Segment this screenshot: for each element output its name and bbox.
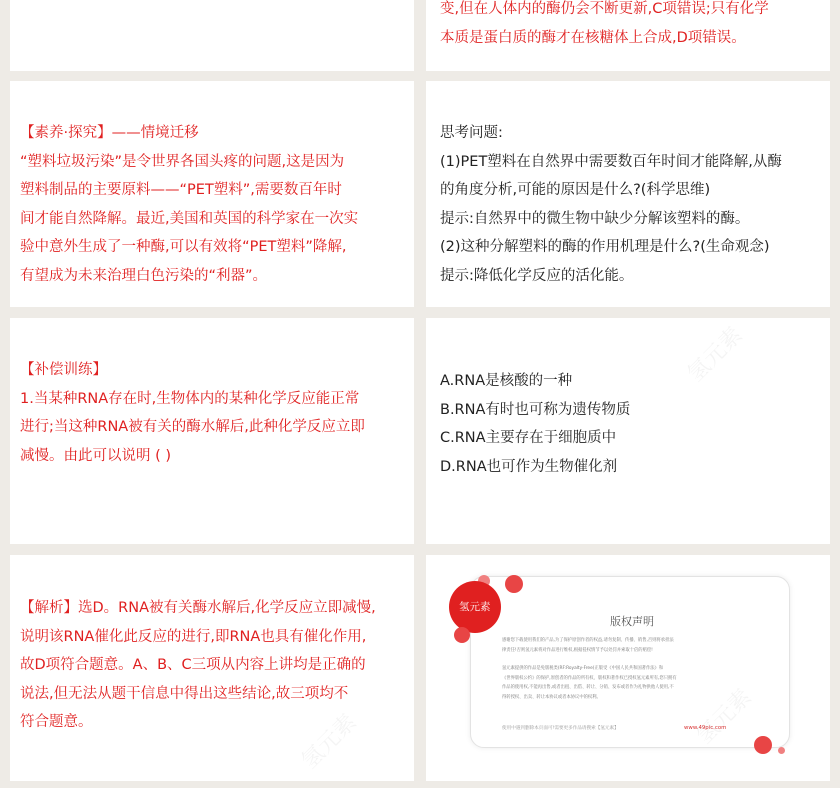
text-line: 减慢。由此可以说明 ( ) — [20, 447, 172, 464]
text-line: “塑料垃圾污染”是令世界各国头疼的问题,这是因为 — [20, 153, 345, 170]
answer-options — [440, 367, 630, 481]
decorative-dot — [454, 627, 470, 643]
question-line: (2)这种分解塑料的酶的作用机理是什么?(生命观念) — [440, 239, 770, 255]
watermark-text — [680, 319, 749, 388]
text-line: 验中意外生成了一种酶,可以有效将“PET塑料”降解, — [20, 239, 347, 255]
copyright-title: 版权声明 — [610, 615, 654, 628]
text-line: 有望成为未来治理白色污染的“利器”。 — [20, 267, 268, 284]
question-line: (1)PET塑料在自然界中需要数百年时间才能降解,从酶 — [440, 153, 782, 170]
slide-card-2-right — [426, 81, 830, 307]
slide-card-3-right — [426, 318, 830, 544]
text-line: 感谢您下载使用我们的产品,为了保护原创作者的权益,请勿复制、传播、销售,否则将承担法 — [502, 638, 674, 643]
analysis-text — [20, 594, 376, 737]
slide-card-4-left — [10, 555, 414, 781]
text-line: 故D项符合题意。A、B、C三项从内容上讲均是正确的 — [20, 657, 366, 673]
slide-card-1-left — [10, 0, 414, 71]
hint-line: 提示:降低化学反应的活化能。 — [440, 267, 634, 284]
section-heading: 思考问题: — [440, 125, 503, 141]
text-line: 《世界版权公约》的保护,原创者的作品的所有权、版权和著作权已授权氢元素所有,您只拥有 — [502, 675, 677, 681]
section-heading: 【补偿训练】 — [20, 362, 107, 378]
analysis-continued-text — [440, 0, 769, 52]
text-line: 1.当某种RNA存在时,生物体内的某种化学反应能正常 — [20, 390, 360, 407]
text-line: 本质是蛋白质的酶才在核糖体上合成,D项错误。 — [440, 29, 746, 46]
text-line: 符合题意。 — [20, 714, 93, 730]
section-heading: 【素养·探究】——情境迁移 — [20, 125, 199, 141]
website-link[interactable]: www.49pic.com — [684, 725, 727, 731]
decorative-dot — [754, 736, 772, 754]
option-d: D.RNA也可作为生物催化剂 — [440, 458, 618, 475]
question-line: 的角度分析,可能的原因是什么?(科学思维) — [440, 182, 711, 198]
option-b: B.RNA有时也可称为遗传物质 — [440, 401, 631, 418]
slide-card-1-right — [426, 0, 830, 71]
decorative-dot — [505, 575, 523, 593]
copyright-paragraph-2 — [502, 664, 677, 702]
copyright-frame — [470, 576, 790, 748]
text-line: 说明该RNA催化此反应的进行,即RNA也具有催化作用, — [20, 628, 367, 645]
option-c: C.RNA主要存在于细胞质中 — [440, 430, 617, 446]
copyright-paragraph-1 — [502, 636, 674, 655]
text-line: 得转授权、出卖、转让本协议或者本协议中的权利。 — [502, 694, 601, 700]
hint-line: 提示:自然界中的微生物中缺少分解该塑料的酶。 — [440, 210, 750, 227]
text-line: 氢元素提供的作品是免版税类(RF:Royalty-Free)正版受《中国人民共和国著作法》和 — [502, 666, 664, 671]
text-line: 塑料制品的主要原料——“PET塑料”,需要数百年时 — [20, 182, 342, 198]
practice-question — [20, 356, 365, 470]
thinking-questions — [440, 119, 782, 290]
text-line: 律责任!否则氢元素将对作品进行维权,根据侵权情节予以处罚并索取十倍的赔偿! — [502, 647, 653, 653]
decorative-dot — [778, 747, 785, 754]
logo-text: 氢元素 — [459, 601, 491, 613]
text-line: 作品的使用权,不能再出售,或者出租、出借、转让、分销、发布或者作为礼物供他人使用,不 — [502, 685, 674, 691]
slide-card-2-left — [10, 81, 414, 307]
option-a: A.RNA是核酸的一种 — [440, 373, 573, 389]
context-passage — [20, 119, 358, 290]
text-line: 说法,但无法从题干信息中得出这些结论,故三项均不 — [20, 685, 349, 702]
slide-card-3-left — [10, 318, 414, 544]
text-line: 变,但在人体内的酶仍会不断更新,C项错误;只有化学 — [440, 1, 769, 17]
copyright-footer: 使用中遇到删除本页面可!需要更多作品请搜索【氢元素】 — [502, 726, 619, 731]
text-line: 【解析】选D。RNA被有关酶水解后,化学反应立即减慢, — [20, 600, 376, 616]
text-line: 间才能自然降解。最近,美国和英国的科学家在一次实 — [20, 210, 359, 227]
text-line: 进行;当这种RNA被有关的酶水解后,此种化学反应立即 — [20, 419, 365, 435]
